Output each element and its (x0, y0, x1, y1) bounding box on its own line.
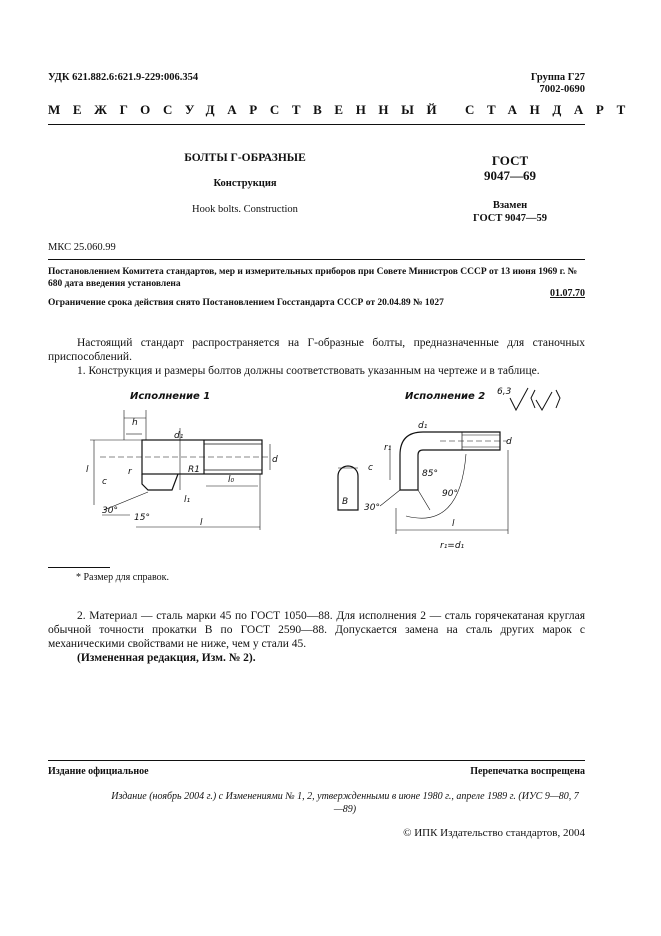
group-code (531, 72, 585, 96)
dim-b: B (342, 497, 349, 507)
intro-date: 01.07.70 (550, 288, 585, 299)
dim-l1: l₁ (184, 495, 191, 505)
dim-l-left: l (86, 465, 89, 475)
angle-85: 85° (422, 469, 438, 479)
limitation-text: Ограничение срока действия снято Постановлением Госстандарта СССР от 20.04.89 № 1027 (48, 298, 444, 308)
reprint-prohibited: Перепечатка воспрещена (470, 766, 585, 777)
udk-code: УДК 621.882.6:621.9-229:006.354 (48, 72, 199, 83)
mks-rule (48, 259, 585, 260)
dim-h: h (132, 418, 138, 428)
footnote-rule (48, 567, 110, 568)
dim-d-v2: d (506, 437, 512, 447)
replaces-block (450, 199, 570, 225)
angle-30-v2: 30° (364, 503, 380, 513)
copyright: © ИПК Издательство стандартов, 2004 (403, 827, 585, 839)
caption-version-2: Исполнение 2 (405, 391, 486, 402)
standard-banner: МЕЖГОСУДАРСТВЕННЫЙ СТАНДАРТ (48, 102, 638, 117)
dim-c: c (102, 477, 107, 487)
paragraph-1: 1. Конструкция и размеры болтов должны соответствовать указанным на чертеже и в таблице. (77, 365, 540, 377)
footnote: * Размер для справок. (76, 572, 169, 583)
document-subtitle: Конструкция (213, 178, 277, 189)
mks-code: МКС 25.060.99 (48, 242, 116, 253)
bolt-drawing (80, 380, 590, 560)
dim-l-v2: l (452, 519, 455, 529)
group-label: Группа Г27 (530, 72, 585, 83)
angle-90: 90° (442, 489, 458, 499)
footer-rule (48, 760, 585, 761)
okp-code: 7002-0690 (539, 84, 585, 95)
r1-equals-d1: r₁=d₁ (440, 541, 465, 551)
dim-d: d (272, 455, 278, 465)
gost-label: ГОСТ (491, 153, 529, 168)
dim-r: r (128, 467, 132, 477)
angle-30-v1: 30° (102, 506, 118, 516)
gost-number: 9047—69 (484, 168, 536, 183)
header-rule (48, 124, 585, 125)
official-edition: Издание официальное (48, 766, 149, 777)
decree-text: Постановлением Комитета стандартов, мер и измерительных приборов при Совете Министров СССР от 13 июня 1969 г. № 680 дата введения установлена (48, 267, 578, 289)
replaces-label: Взамен (492, 200, 528, 211)
dim-d1-v2: d₁ (418, 421, 428, 431)
dim-r1-tol: R1 (188, 465, 200, 475)
roughness-value: 6,3 (497, 387, 512, 397)
bolt-version-2 (338, 432, 508, 534)
caption-version-1: Исполнение 1 (130, 391, 211, 402)
roughness-symbol (510, 388, 560, 410)
paragraph-2: 2. Материал — сталь марки 45 по ГОСТ 1050—88. Для исполнения 2 — сталь горячекатаная круглая обычной точности прокатки В по ГОСТ 2590—88. Допускается замена на сталь других марок с механическими свойствами не ниже, чем у стали 45. (48, 610, 585, 650)
dim-l-bottom: l (200, 518, 203, 528)
edition-note: Издание (ноябрь 2004 г.) с Изменениями № 1, 2, утвержденными в июне 1980 г., апреле 1989 г. (ИУС 9—80, 7—89) (111, 791, 579, 815)
dim-l0: l₀ (228, 475, 235, 485)
gost-number-block (450, 153, 570, 183)
dim-r1-v2: r₁ (384, 443, 392, 453)
angle-15-v1: 15° (134, 513, 150, 523)
replaces-standard: ГОСТ 9047—59 (473, 213, 547, 224)
amendment-note: (Измененная редакция, Изм. № 2). (77, 652, 256, 664)
paragraph-scope: Настоящий стандарт распространяется на Г-образные болты, предназначенные для станочных приспособлений. (48, 337, 585, 363)
english-title: Hook bolts. Construction (192, 204, 298, 215)
document-title: БОЛТЫ Г-ОБРАЗНЫЕ (184, 152, 306, 164)
dim-c-v2: c (368, 463, 373, 473)
dim-d1: d₁ (174, 431, 184, 441)
